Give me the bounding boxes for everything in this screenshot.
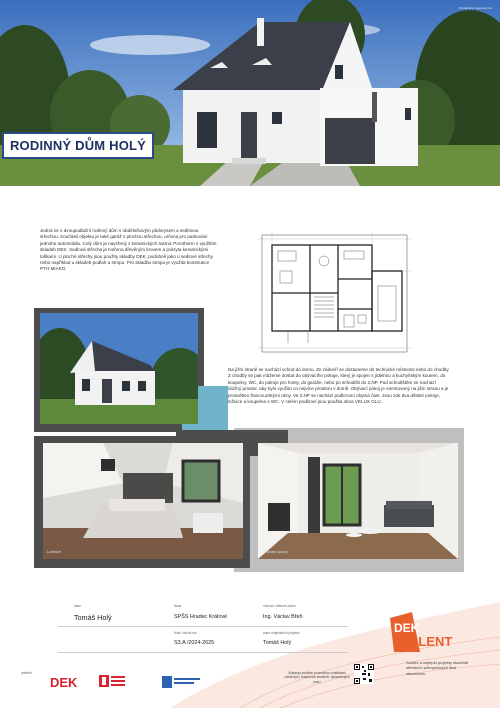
intro-paragraph: Jedná se o dvoupodlažní rodinný dům s obdélníkovým půdorysem a sedlovou střechou. Součástí objektu je také garáž s plochou střechou, určena pro parkování jednoho automobilu. Celý dům je navržený z keramických tvárnic Porotherm s využitím skladeb DEK. Sedlová střecha je tvořena dřevěným krovem a pokryta keramickými taškami. U ploché střechy jsou použity skladby DEK, podobně jako u sedlové střechy nebo například u skladeb podlah a stropu. Pro skladbu stropu je využita konstrukce PTH MIAKO.: [40, 228, 217, 272]
hero-credit: Vizualizace: Agentura nic: [458, 6, 492, 10]
description-paragraph: Na jižní straně se nachází vchod do domu. Ze zádveří se dostaneme do technické místnosti nebo do chodby. Z chodby se pak můžeme dostat do obývacího pokoje, který je spojen s jídelnou a kuchyňským koutem, do koupelny, WC, do pokoje pro hosty, do garáže, nebo po schodišti do 2.NP. Pod schodištěm se nachází úložný prostor, aby bylo využito co nejvíce prostoru v domě. Obývací pokoj je orientovaný na jižní stranu a je prosvětlen francouzskými okny. Ve 2.NP se nachází podkrovní obytná část. Jsou zde dva dětské pokoje, ložnice a koupelna s WC. V celém podkroví jsou použita okna VELUX GLU.: [228, 367, 450, 405]
dek-partner-logo: [50, 675, 84, 694]
author-name: Tomáš Holý: [74, 613, 112, 622]
dek-tagline: Soutěž a nejlepší projekty studentů středních průmyslových škol stavebních: [406, 660, 469, 676]
bedroom-caption: Ložnice: [47, 549, 61, 554]
svg-text:DEK: DEK: [394, 621, 420, 635]
school-partner-logo: [98, 674, 126, 693]
school-label: škola: [174, 604, 182, 608]
competition-note: Výstavky soutěže a náročnou vzdělávání odborných, budoucích studentů, dokončených prací: [284, 671, 350, 684]
teacher-label: vedoucí odborné práce: [263, 604, 296, 608]
author-label: autor: [74, 604, 82, 608]
bedroom-render: [43, 443, 243, 559]
region-partner-logo: [162, 675, 202, 693]
design-author-label: autor originálního projektu: [263, 631, 300, 635]
school-name: SPŠS Hradec Králové: [174, 614, 228, 620]
living-room-caption: Obývací pokoj: [262, 549, 288, 554]
page-title: RODINNÝ DŮM HOLÝ: [2, 132, 154, 159]
svg-text:TALENT: TALENT: [402, 634, 453, 649]
svg-text:DEK: DEK: [50, 675, 78, 689]
class-label: třída / školní rok: [174, 631, 197, 635]
footer-divider-1: [58, 626, 348, 627]
partners-label: partneři: [21, 671, 32, 675]
footer-divider-2: [58, 652, 348, 653]
qr-code[interactable]: [354, 664, 374, 684]
dek-talent-logo: [390, 612, 470, 652]
living-room-render: [258, 443, 458, 559]
design-author-name: Tomáš Holý: [263, 640, 292, 646]
floor-plan: [258, 231, 411, 356]
class-year: S3.A /2024-2025: [174, 640, 215, 646]
teacher-name: Ing. Václav Břeň: [263, 614, 303, 620]
exterior-render: [40, 313, 198, 424]
